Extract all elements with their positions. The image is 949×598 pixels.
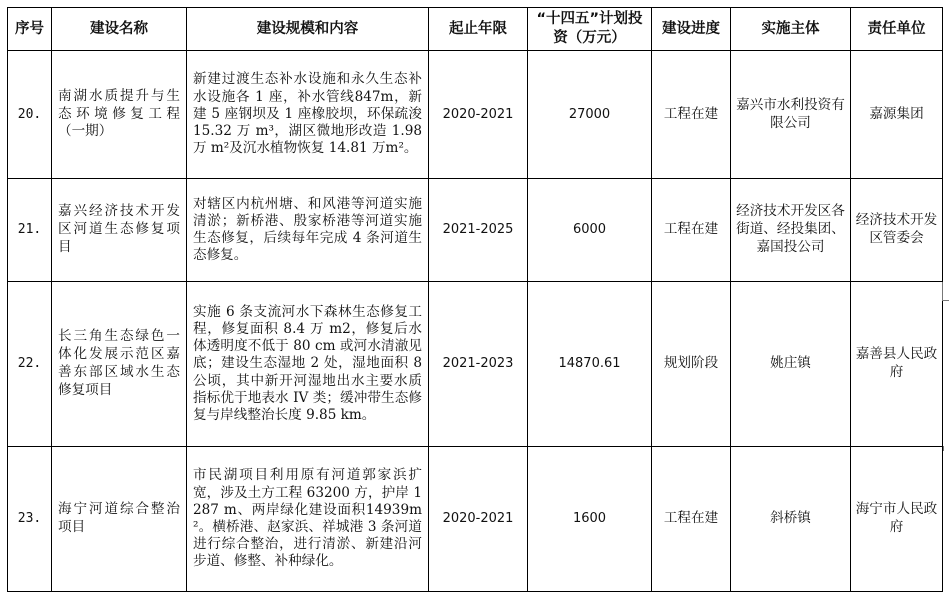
cell-years: 2021-2025 [429,179,528,282]
cell-implementer: 姚庄镇 [731,282,851,447]
header-scope: 建设规模和内容 [187,8,429,51]
cell-scope: 新建过渡生态补水设施和永久生态补水设施各 1 座，补水管线847m，新建 5 座钢坝及 1 座橡胶坝，环保疏浚 15.32 万 m³，湖区微地形改造 1.98 万 m²及沉水植物恢复 14.81 万m²。 [187,51,429,179]
cell-years: 2020-2021 [429,447,528,592]
cell-invest: 27000 [528,51,652,179]
cell-years: 2021-2023 [429,282,528,447]
cell-responsible: 嘉源集团 [851,51,943,179]
cell-responsible: 嘉善县人民政府 [851,282,943,447]
cell-name: 南湖水质提升与生态环境修复工程（一期） [52,51,187,179]
cell-name: 长三角生态绿色一体化发展示范区嘉善东部区域水生态修复项目 [52,282,187,447]
page-edge-marker [942,282,949,301]
table-row [8,447,943,592]
header-name: 建设名称 [52,8,187,51]
cell-scope: 对辖区内杭州塘、和风港等河道实施清淤；新桥港、殷家桥港等河道实施生态修复，后续每年完成 4 条河道生态修复。 [187,179,429,282]
cell-years: 2020-2021 [429,51,528,179]
header-seq: 序号 [8,8,52,51]
cell-seq: 20. [8,51,52,179]
cell-progress: 工程在建 [652,447,731,592]
cell-seq: 22. [8,282,52,447]
header-implementer: 实施主体 [731,8,851,51]
page-edge-marker [943,446,949,451]
cell-invest: 14870.61 [528,282,652,447]
table-row [8,179,943,282]
header-responsible: 责任单位 [851,8,943,51]
project-table [7,7,943,592]
cell-name: 嘉兴经济技术开发区河道生态修复项目 [52,179,187,282]
cell-seq: 23. [8,447,52,592]
cell-responsible: 海宁市人民政府 [851,447,943,592]
header-invest: “十四五”计划投资（万元） [528,8,652,51]
cell-scope: 市民湖项目利用原有河道郭家浜扩宽，涉及土方工程 63200 方，护岸 1287 m、两岸绿化建设面积14939m²。横桥港、赵家浜、祥城港 3 条河道进行综合整治，进行清淤、新建沿河步道、修整、补种绿化。 [187,447,429,592]
cell-implementer: 嘉兴市水利投资有限公司 [731,51,851,179]
cell-name: 海宁河道综合整治项目 [52,447,187,592]
cell-implementer: 斜桥镇 [731,447,851,592]
header-progress: 建设进度 [652,8,731,51]
cell-scope: 实施 6 条支流河水下森林生态修复工程，修复面积 8.4 万 m2，修复后水体透明度不低于 80 cm 或河水清澈见底；建设生态湿地 2 处，湿地面积 8 公顷，其中新开河湿地出水主要水质指标优于地表水 IV 类；缓冲带生态修复与岸线整治长度 9.85 km。 [187,282,429,447]
header-years: 起止年限 [429,8,528,51]
cell-progress: 工程在建 [652,51,731,179]
cell-invest: 6000 [528,179,652,282]
table-row [8,51,943,179]
cell-responsible: 经济技术开发区管委会 [851,179,943,282]
cell-implementer: 经济技术开发区各街道、经投集团、嘉国投公司 [731,179,851,282]
cell-invest: 1600 [528,447,652,592]
cell-seq: 21. [8,179,52,282]
table-header-row [8,8,943,51]
table-row [8,282,943,447]
cell-progress: 规划阶段 [652,282,731,447]
cell-progress: 工程在建 [652,179,731,282]
